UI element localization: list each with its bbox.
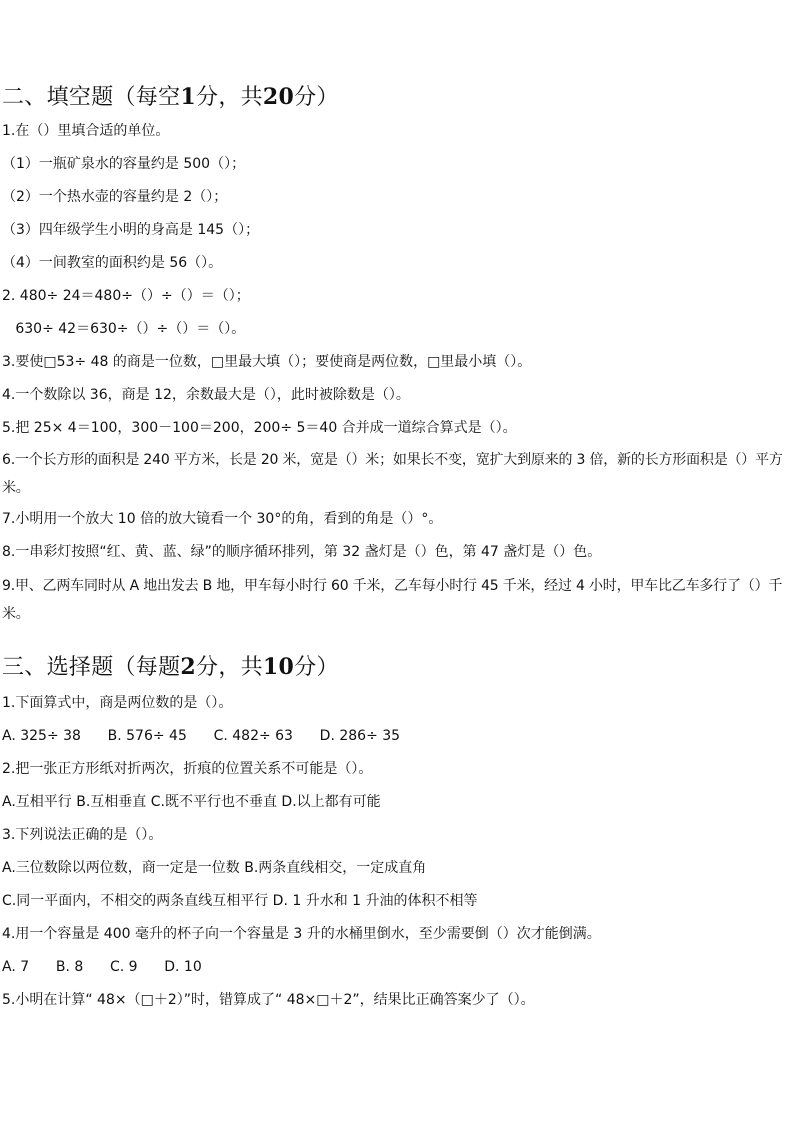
section2-heading-points-each: 1 [180,84,197,110]
choice-question-3-options-cd: C.同一平面内，不相交的两条直线互相平行 D. 1 升水和 1 升油的体积不相等 [2,893,478,909]
section2-heading-points-total: 20 [262,84,295,110]
question-6: 6.一个长方形的面积是 240 平方米，长是 20 米，宽是（）米；如果长不变，宽扩大到原来的 3 倍，新的长方形面积是（）平方米。 [2,452,783,496]
question-1-part-3: （3）四年级学生小明的身高是 145（）； [2,222,260,238]
section3-heading-mid: 分，共 [196,655,263,680]
choice-question-1: 1.下面算式中，商是两位数的是（）。 [2,695,233,711]
question-2-line-1: 2. 480÷ 24＝480÷（）÷（）＝（）； [2,288,250,304]
section2-heading [2,80,339,111]
question-1-part-1: （1）一瓶矿泉水的容量约是 500（）； [2,156,246,172]
question-9: 9.甲、乙两车同时从 A 地出发去 B 地，甲车每小时行 60 千米，乙车每小时行 45 千米，经过 4 小时，甲车比乙车多行了（）千米。 [2,578,783,622]
choice-question-3-options-ab: A.三位数除以两位数，商一定是一位数 B.两条直线相交，一定成直角 [2,860,427,876]
section2-heading-mid: 分，共 [196,85,263,110]
choice-question-3: 3.下列说法正确的是（）。 [2,827,163,843]
choice-question-1-options: A. 325÷ 38 B. 576÷ 45 C. 482÷ 63 D. 286÷ 35 [2,728,401,744]
section3-heading-suffix: 分） [294,655,339,680]
question-3: 3.要使□53÷ 48 的商是一位数，□里最大填（）；要使商是两位数，□里最小填（）。 [2,354,532,370]
choice-question-4-options: A. 7 B. 8 C. 9 D. 10 [2,959,202,975]
section3-heading-prefix: 三、选择题（每题 [2,655,181,680]
section3-heading-points-total: 10 [262,654,295,680]
question-5: 5.把 25× 4＝100，300－100＝200，200÷ 5＝40 合并成一道综合算式是（）。 [2,420,517,436]
question-7: 7.小明用一个放大 10 倍的放大镜看一个 30°的角，看到的角是（）°。 [2,511,443,527]
question-2-line-2: 630÷ 42＝630÷（）÷（）＝（）。 [2,321,246,337]
choice-question-5: 5.小明在计算“ 48×（□＋2）”时，错算成了“ 48×□＋2”，结果比正确答案少了（）。 [2,992,535,1008]
section2-heading-suffix: 分） [294,85,339,110]
choice-question-2-options: A.互相平行 B.互相垂直 C.既不平行也不垂直 D.以上都有可能 [2,794,381,810]
choice-question-2: 2.把一张正方形纸对折两次，折痕的位置关系不可能是（）。 [2,761,373,777]
choice-question-4: 4.用一个容量是 400 毫升的杯子向一个容量是 3 升的水桶里倒水，至少需要倒（）次才能倒满。 [2,926,601,942]
section3-heading [2,650,339,681]
question-4: 4.一个数除以 36，商是 12，余数最大是（），此时被除数是（）。 [2,387,410,403]
question-1-prompt: 1.在（）里填合适的单位。 [2,123,170,139]
section2-heading-prefix: 二、填空题（每空 [2,85,181,110]
question-1-part-4: （4）一间教室的面积约是 56（）。 [2,255,223,271]
question-1-part-2: （2）一个热水壶的容量约是 2（）； [2,189,228,205]
section3-heading-points-each: 2 [180,654,197,680]
question-8: 8.一串彩灯按照“红、黄、蓝、绿”的顺序循环排列，第 32 盏灯是（）色，第 47 盏灯是（）色。 [2,544,602,560]
